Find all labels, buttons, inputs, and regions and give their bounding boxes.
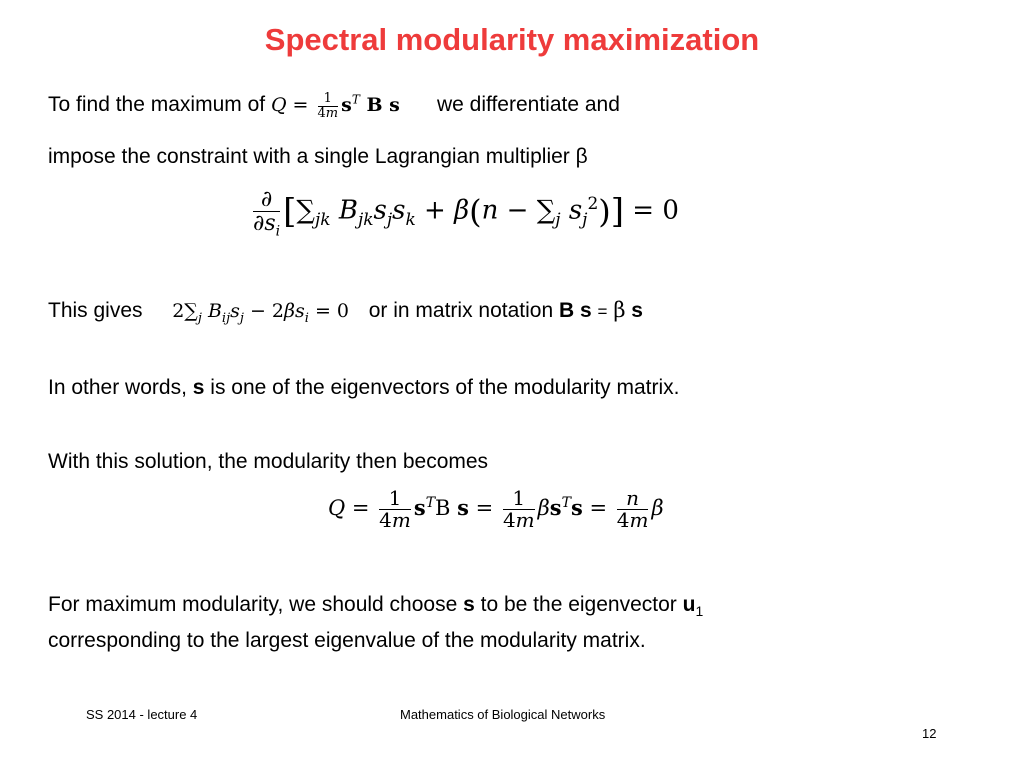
max-modularity-line — [48, 593, 704, 620]
bold-s-2: s — [631, 299, 643, 322]
matrix-notation-label: or in matrix notation — [368, 299, 554, 322]
intro-suffix: we differentiate and — [436, 93, 620, 117]
page-number: 12 — [922, 726, 937, 741]
footer-center: Mathematics of Biological Networks — [400, 707, 606, 722]
other-words-suffix: is one of the eigenvectors of the modularity matrix. — [210, 376, 680, 399]
formula-derivative-result: $2\sum_j$ $B_{ij}s_j - 2\beta s_i = 0$ — [172, 300, 350, 326]
this-gives-line — [48, 298, 643, 326]
other-words-prefix: In other words, — [48, 376, 187, 399]
modularity-result-equation: Q = $\frac{1}{4m}$ $s^TB$ s = $\frac{1}{4m}$ $\beta s^Ts$ = $\frac{n}{4m}$ β — [328, 486, 664, 532]
u-subscript: 1 — [695, 603, 704, 620]
intro-line-1 — [48, 92, 620, 120]
bold-B: B — [558, 299, 575, 322]
equals-sign: = — [597, 302, 608, 321]
with-solution-line: With this solution, the modularity then becomes — [48, 450, 489, 473]
bold-u: u — [682, 593, 696, 616]
intro-prefix: To find the maximum of — [48, 93, 266, 117]
slide-title: Spectral modularity maximization — [264, 22, 760, 57]
bold-s: s — [580, 299, 592, 322]
bold-s-4: s — [463, 593, 475, 616]
formula-Q-def: Q = $\frac{1}{4m}$ $s^T$ B s — [270, 91, 400, 121]
max-prefix: For maximum modularity, we should choose — [48, 593, 458, 616]
beta-symbol: β — [613, 298, 626, 322]
max-middle: to be the eigenvector — [480, 593, 677, 616]
this-gives-label: This gives — [48, 299, 143, 322]
intro-line-2: impose the constraint with a single Lagrangian multiplier β — [48, 145, 588, 168]
lagrangian-equation: $\frac{\partial}{\partial s_i}$ [$\sum_{jk}$ $B_{jk}s_js_k + \beta(n - \sum_j$ $s_j^2)] = 0$ — [253, 187, 679, 240]
footer-left: SS 2014 - lecture 4 — [86, 707, 198, 722]
bold-s-3: s — [192, 376, 205, 399]
largest-eigenvalue-line: corresponding to the largest eigenvalue of the modularity matrix. — [48, 629, 646, 652]
other-words-line — [48, 376, 680, 400]
